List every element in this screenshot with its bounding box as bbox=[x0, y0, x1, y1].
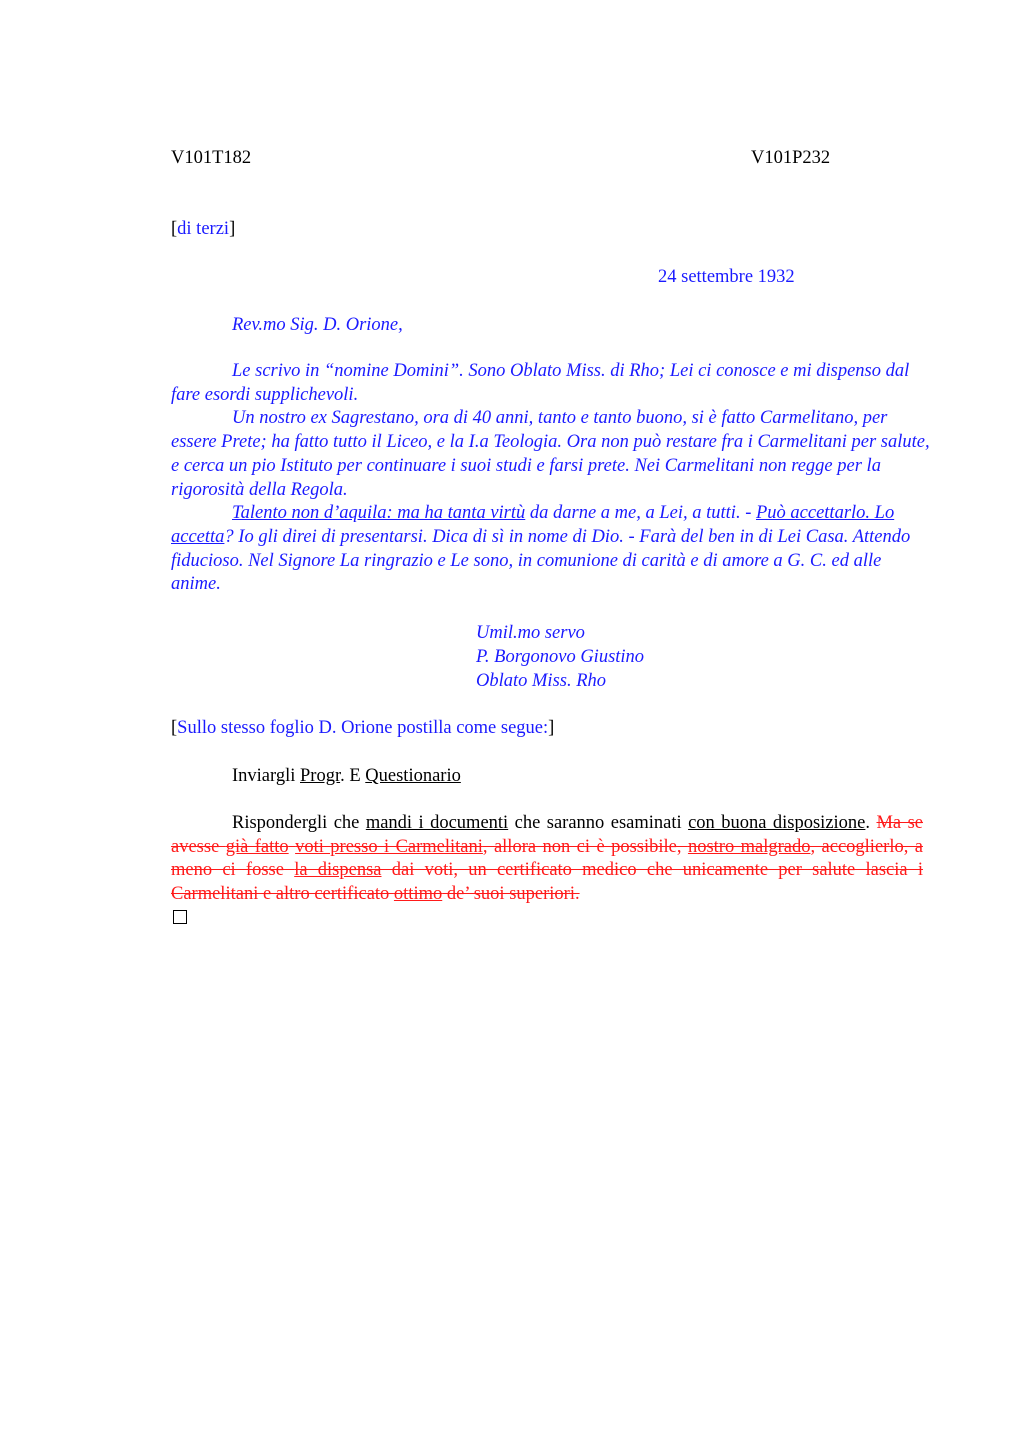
letter-salutation: Rev.mo Sig. D. Orione, bbox=[232, 315, 403, 335]
letter-paragraph-1: Le scrivo in “nomine Domini”. Sono Oblato Miss. di Rho; Lei ci conosce e mi dispenso dal fare esordi supplichevoli. bbox=[171, 361, 910, 405]
letter-paragraph-2: Un nostro ex Sagrestano, ora di 40 anni, tanto e tanto buono, si è fatto Carmelitano, per essere Prete; ha fatto tutto il Liceo, e la I.a Teologia. Ora non può restare fra i Carmelitani per salute, e cerca un pio Istituto per continuare i suoi studi e farsi prete. Nei Carmelitani non regge per la rigorosità della Regola. bbox=[171, 408, 930, 500]
editorial-note-text: Sullo stesso foglio D. Orione postilla come segue: bbox=[177, 718, 549, 738]
section-label: [di terzi] bbox=[171, 219, 236, 239]
letter-paragraph-3: Talento non d’aquila: ma ha tanta virtù da darne a me, a Lei, a tutti. - Può accettarlo. Lo accetta? Io gli direi di presentarsi. Dica di sì in nome di Dio. - Farà del ben in di Lei Casa. Attendo fiducioso. Nel Signore La ringrazio e Le sono, in comunione di carità e di amore a G. C. ed alle anime. bbox=[171, 503, 911, 595]
signature-line-1: Umil.mo servo bbox=[476, 623, 585, 643]
header-right-code: V101P232 bbox=[751, 148, 831, 168]
editorial-note: [Sullo stesso foglio D. Orione postilla come segue:] bbox=[171, 718, 555, 738]
struck-text: Ma se avesse già fatto voti presso i Carmelitani, allora non ci è possibile, nostro malgrado, accoglierlo, a meno ci fosse la dispensa dai voti, un certificato medico che unicamente per salute lascia i Carmelitani e altro certificato ottimo de’ suoi superiori. bbox=[171, 813, 923, 905]
postilla-line-1: Inviargli Progr. E Questionario bbox=[232, 766, 461, 786]
postilla-paragraph: Rispondergli che mandi i documenti che saranno esaminati con buona disposizione. Ma se avesse già fatto voti presso i Carmelitani, allora non ci è possibile, nostro malgrado, accoglierlo, a meno ci fosse la dispensa dai voti, un certificato medico che unicamente per salute lascia i Carmelitani e altro certificato ottimo de’ suoi superiori. bbox=[171, 813, 923, 905]
underlined-phrase: Può accettarlo. Lo accetta bbox=[171, 503, 895, 547]
section-label-text: di terzi bbox=[177, 219, 230, 239]
letter-body bbox=[171, 360, 931, 597]
underlined-phrase: Talento non d’aquila: ma ha tanta virtù bbox=[232, 503, 526, 524]
signature-line-3: Oblato Miss. Rho bbox=[476, 671, 607, 691]
header-left-code: V101T182 bbox=[171, 148, 252, 168]
letter-date: 24 settembre 1932 bbox=[658, 267, 795, 287]
signature-line-2: P. Borgonovo Giustino bbox=[476, 647, 645, 667]
end-marker-square bbox=[173, 910, 187, 924]
